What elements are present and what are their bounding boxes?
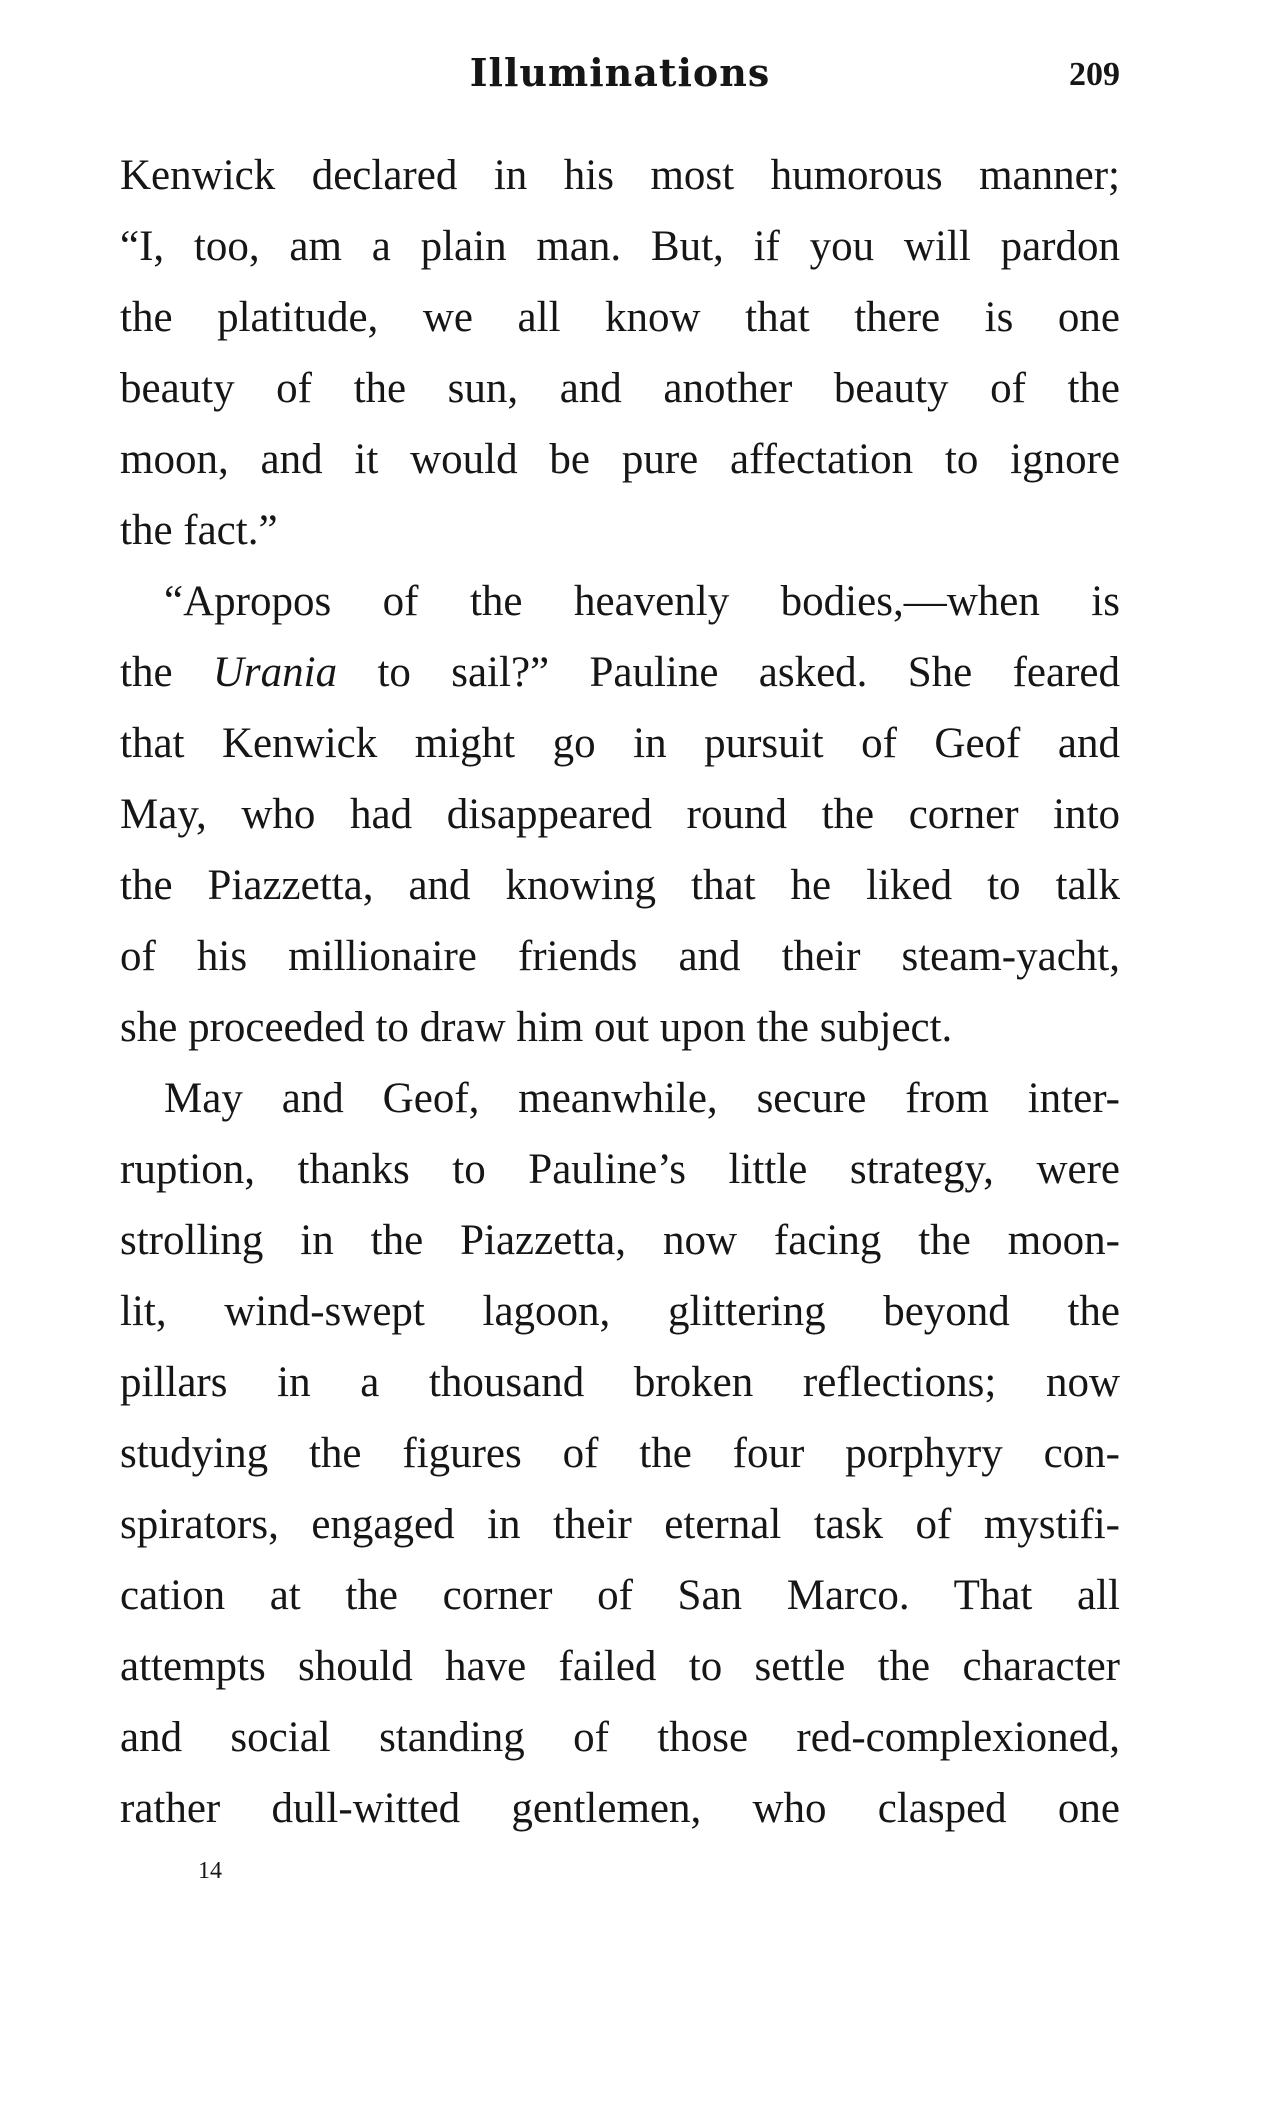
text-line: the fact.”: [120, 507, 278, 554]
page-number: 209: [1069, 56, 1120, 93]
text-line: studying the figures of the four porphyry con-: [120, 1430, 1120, 1477]
text-line: moon, and it would be pure affectation to ignore: [120, 436, 1120, 483]
signature-mark: 14: [198, 1858, 222, 1884]
text-line: cation at the corner of San Marco. That all: [120, 1572, 1120, 1619]
text-line: “I, too, am a plain man. But, if you will pardon: [120, 223, 1120, 270]
text-line: of his millionaire friends and their steam-yacht,: [120, 933, 1120, 980]
text-line: “Apropos of the heavenly bodies,—when is: [164, 578, 1120, 625]
text-line: rather dull-witted gentlemen, who clasped one: [120, 1785, 1120, 1832]
text-line: pillars in a thousand broken reflections; now: [120, 1359, 1120, 1406]
text-line: she proceeded to draw him out upon the subject.: [120, 1004, 953, 1051]
text-fragment: to sail?” Pauline asked. She feared: [337, 649, 1120, 696]
running-title: Illuminations: [469, 50, 771, 95]
text-line: and social standing of those red-complexioned,: [120, 1714, 1120, 1761]
text-line: ruption, thanks to Pauline’s little strategy, were: [120, 1146, 1120, 1193]
text-line: the platitude, we all know that there is one: [120, 294, 1120, 341]
text-line: May and Geof, meanwhile, secure from inter-: [164, 1075, 1120, 1122]
text-line: that Kenwick might go in pursuit of Geof and: [120, 720, 1120, 767]
text-line: strolling in the Piazzetta, now facing the moon-: [120, 1217, 1120, 1264]
text-line: lit, wind-swept lagoon, glittering beyond the: [120, 1288, 1120, 1335]
text-line: beauty of the sun, and another beauty of the: [120, 365, 1120, 412]
body-text: [120, 140, 1120, 1844]
text-line: May, who had disappeared round the corner into: [120, 791, 1120, 838]
text-line: spirators, engaged in their eternal task of mystifi-: [120, 1501, 1120, 1548]
text-fragment: the: [120, 649, 213, 696]
text-line: the Piazzetta, and knowing that he liked to talk: [120, 862, 1120, 909]
ship-name: Urania: [212, 649, 338, 696]
running-head: [120, 50, 1120, 110]
text-line: [120, 637, 1120, 708]
text-line: Kenwick declared in his most humorous manner;: [120, 152, 1120, 199]
text-line: attempts should have failed to settle the character: [120, 1643, 1120, 1690]
